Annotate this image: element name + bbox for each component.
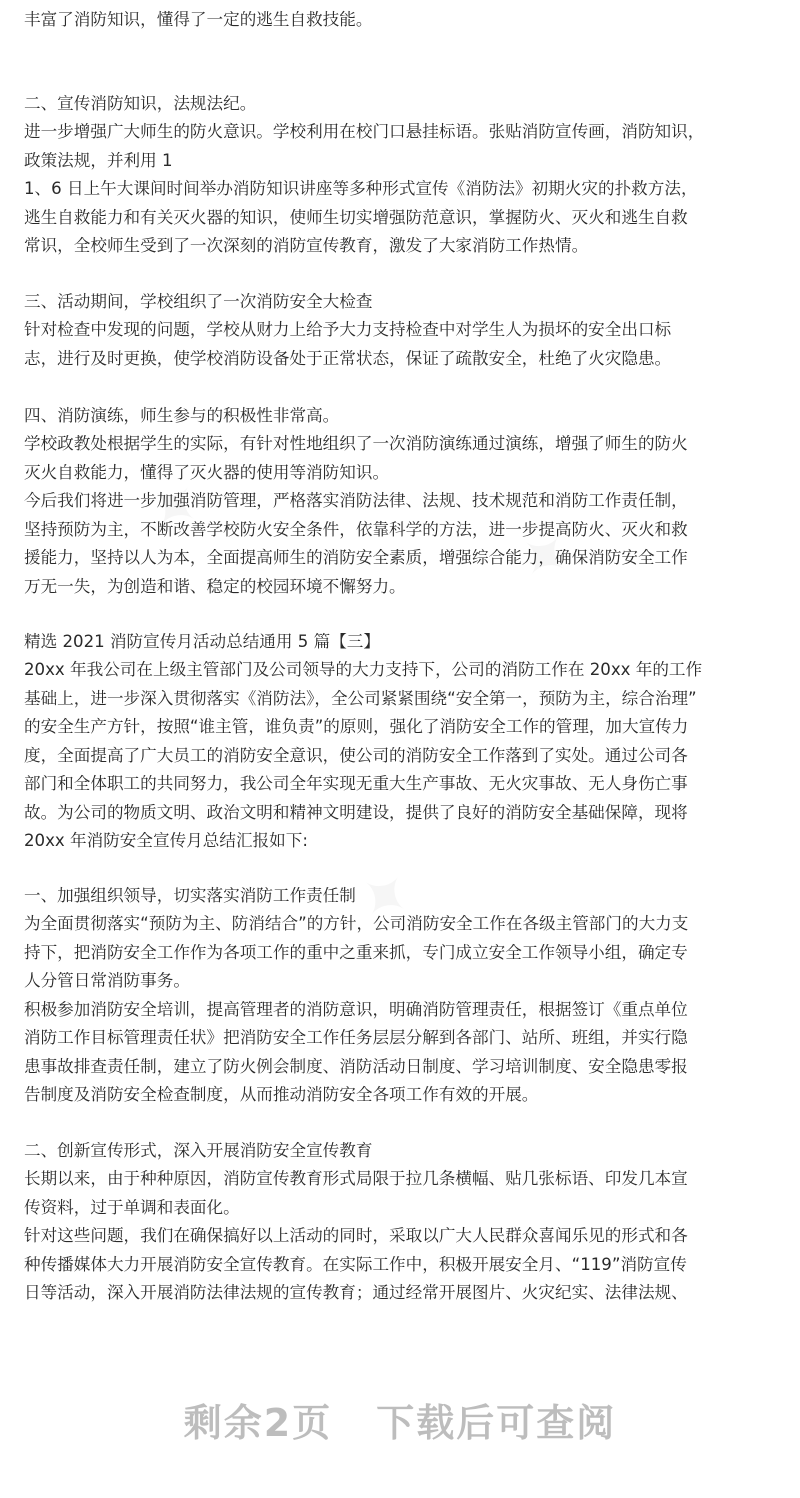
section-heading: 四、消防演练，师生参与的积极性非常高。 (24, 406, 340, 425)
text-line: 援能力，坚持以人为本，全面提高师生的消防安全素质，增强综合能力，确保消防安全工作 (24, 548, 688, 567)
section-heading: 二、创新宣传形式，深入开展消防安全宣传教育 (24, 1141, 373, 1160)
text-line: 丰富了消防知识，懂得了一定的逃生自救技能。 (24, 10, 373, 29)
article-title: 精选 2021 消防宣传月活动总结通用 5 篇【三】 (24, 632, 380, 651)
text-line: 逃生自救能力和有关灭火器的知识，使师生切实增强防范意识，掌握防火、灭火和逃生自救 (24, 208, 688, 227)
text-line: 积极参加消防安全培训，提高管理者的消防意识，明确消防管理责任，根据签订《重点单位 (24, 1000, 688, 1019)
text-line: 坚持预防为主，不断改善学校防火安全条件，依靠科学的方法，进一步提高防火、灭火和救 (24, 520, 688, 539)
remaining-pages-banner[interactable] (0, 1388, 800, 1458)
text-line: 持下，把消防安全工作作为各项工作的重中之重来抓，专门成立安全工作领导小组，确定专 (24, 943, 688, 962)
text-line: 部门和全体职工的共同努力，我公司全年实现无重大生产事故、无火灾事故、无人身伤亡事 (24, 774, 688, 793)
text-line: 长期以来，由于种种原因，消防宣传教育形式局限于拉几条横幅、贴几张标语、印发几本宣 (24, 1169, 688, 1188)
text-line: 人分管日常消防事务。 (24, 971, 190, 990)
text-line: 1、6 日上午大课间时间举办消防知识讲座等多种形式宣传《消防法》初期火灾的扑救方法， (24, 179, 698, 198)
text-line: 志，进行及时更换，使学校消防设备处于正常状态，保证了疏散安全，杜绝了火灾隐患。 (24, 349, 672, 368)
text-line: 针对这些问题，我们在确保搞好以上活动的同时，采取以广大人民群众喜闻乐见的形式和各 (24, 1226, 688, 1245)
text-line: 基础上，进一步深入贯彻落实《消防法》，全公司紧紧围绕“安全第一，预防为主，综合治理” (24, 689, 697, 708)
text-line: 日等活动，深入开展消防法律法规的宣传教育；通过经常开展图片、火灾纪实、法律法规、 (24, 1283, 688, 1302)
download-prompt-text: 下载后可查阅 (376, 1401, 617, 1445)
text-line: 灭火自救能力，懂得了灭火器的使用等消防知识。 (24, 463, 390, 482)
text-line: 患事故排查责任制，建立了防火例会制度、消防活动日制度、学习培训制度、安全隐患零报 (24, 1057, 688, 1076)
text-line: 度，全面提高了广大员工的消防安全意识，使公司的消防安全工作落到了实处。通过公司各 (24, 746, 688, 765)
text-line: 20xx 年消防安全宣传月总结汇报如下: (24, 831, 308, 850)
text-line: 政策法规，并利用 1 (24, 151, 173, 170)
text-line: 常识，全校师生受到了一次深刻的消防宣传教育，激发了大家消防工作热情。 (24, 236, 589, 255)
text-line: 为全面贯彻落实“预防为主、防消结合”的方针，公司消防安全工作在各级主管部门的大力支 (24, 914, 689, 933)
text-line: 传资料，过于单调和表面化。 (24, 1198, 240, 1217)
remaining-pages-text: 剩余2页 (183, 1401, 333, 1445)
text-line: 的安全生产方针，按照“谁主管，谁负责”的原则，强化了消防安全工作的管理，加大宣传力 (24, 717, 689, 736)
text-line: 20xx 年我公司在上级主管部门及公司领导的大力支持下，公司的消防工作在 20xx 年的工作 (24, 660, 703, 679)
text-line: 种传播媒体大力开展消防安全宣传教育。在实际工作中，积极开展安全月、“119”消防宣传 (24, 1255, 687, 1274)
section-heading: 三、活动期间，学校组织了一次消防安全大检查 (24, 292, 373, 311)
text-line: 进一步增强广大师生的防火意识。学校利用在校门口悬挂标语。张贴消防宣传画，消防知识， (24, 122, 705, 141)
section-heading: 二、宣传消防知识，法规法纪。 (24, 94, 257, 113)
text-line: 告制度及消防安全检查制度，从而推动消防安全各项工作有效的开展。 (24, 1085, 539, 1104)
section-heading: 一、加强组织领导，切实落实消防工作责任制 (24, 886, 356, 905)
text-line: 故。为公司的物质文明、政治文明和精神文明建设，提供了良好的消防安全基础保障，现将 (24, 803, 688, 822)
text-line: 针对检查中发现的问题，学校从财力上给予大力支持检查中对学生人为损坏的安全出口标 (24, 320, 672, 339)
text-line: 今后我们将进一步加强消防管理，严格落实消防法律、法规、技术规范和消防工作责任制， (24, 491, 688, 510)
text-line: 消防工作目标管理责任状》把消防安全工作任务层层分解到各部门、站所、班组，并实行隐 (24, 1028, 688, 1047)
text-line: 学校政教处根据学生的实际，有针对性地组织了一次消防演练通过演练，增强了师生的防火 (24, 434, 688, 453)
text-line: 万无一失，为创造和谐、稳定的校园环境不懈努力。 (24, 577, 406, 596)
